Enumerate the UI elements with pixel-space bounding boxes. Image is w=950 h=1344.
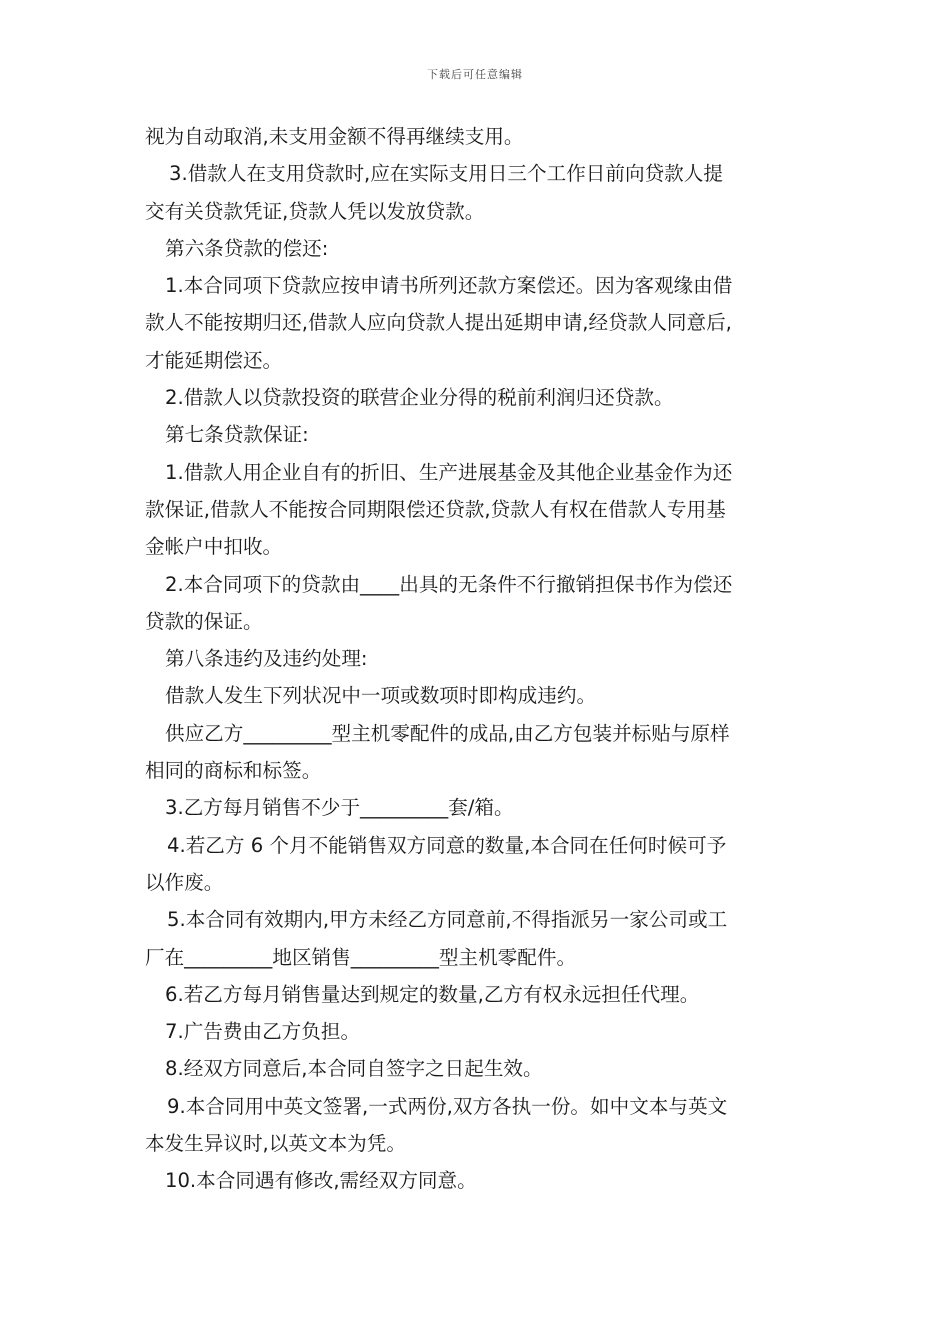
text-line: 供应乙方_________型主机零配件的成品,由乙方包装并标贴与原样	[165, 721, 730, 745]
text-line: 3.借款人在支用贷款时,应在实际支用日三个工作日前向贷款人提	[169, 162, 723, 186]
text-line: 款保证,借款人不能按合同期限偿还贷款,贷款人有权在借款人专用基	[145, 497, 726, 521]
section-heading: 第七条贷款保证:	[165, 423, 309, 447]
text-line: 8.经双方同意后,本合同自签字之日起生效。	[165, 1057, 543, 1081]
text-line: 10.本合同遇有修改,需经双方同意。	[165, 1169, 477, 1193]
text-line: 交有关贷款凭证,贷款人凭以发放贷款。	[145, 199, 485, 223]
text-line: 厂在_________地区销售_________型主机零配件。	[145, 945, 577, 969]
text-line: 2.借款人以贷款投资的联营企业分得的税前利润归还贷款。	[165, 386, 674, 410]
text-line: 才能延期偿还。	[145, 348, 283, 372]
text-line: 贷款的保证。	[145, 609, 263, 633]
text-line: 借款人发生下列状况中一项或数项时即构成违约。	[165, 684, 597, 708]
text-line: 相同的商标和标签。	[145, 759, 322, 783]
text-line: 款人不能按期归还,借款人应向贷款人提出延期申请,经贷款人同意后,	[145, 311, 732, 335]
text-line: 1.借款人用企业自有的折旧、生产进展基金及其他企业基金作为还	[165, 460, 733, 484]
text-line: 9.本合同用中英文签署,一式两份,双方各执一份。如中文本与英文	[167, 1094, 728, 1118]
text-line: 金帐户中扣收。	[145, 535, 283, 559]
page-header: 下载后可任意编辑	[427, 68, 523, 81]
text-line: 2.本合同项下的贷款由____出具的无条件不行撤销担保书作为偿还	[165, 572, 733, 596]
document-body	[145, 118, 813, 1200]
section-heading: 第六条贷款的偿还:	[165, 236, 329, 260]
text-line: 3.乙方每月销售不少于_________套/箱。	[165, 796, 514, 820]
section-heading: 第八条违约及违约处理:	[165, 647, 368, 671]
text-line: 4.若乙方 6 个月不能销售双方同意的数量,本合同在任何时候可予	[167, 833, 727, 857]
text-line: 视为自动取消,未支用金额不得再继续支用。	[145, 125, 524, 148]
text-line: 1.本合同项下贷款应按申请书所列还款方案偿还。因为客观缘由借	[165, 274, 733, 298]
text-line: 本发生异议时,以英文本为凭。	[145, 1132, 406, 1156]
text-line: 6.若乙方每月销售量达到规定的数量,乙方有权永远担任代理。	[165, 982, 700, 1006]
text-line: 5.本合同有效期内,甲方未经乙方同意前,不得指派另一家公司或工	[167, 908, 728, 932]
text-line: 7.广告费由乙方负担。	[165, 1020, 361, 1044]
text-line: 以作废。	[145, 870, 224, 894]
